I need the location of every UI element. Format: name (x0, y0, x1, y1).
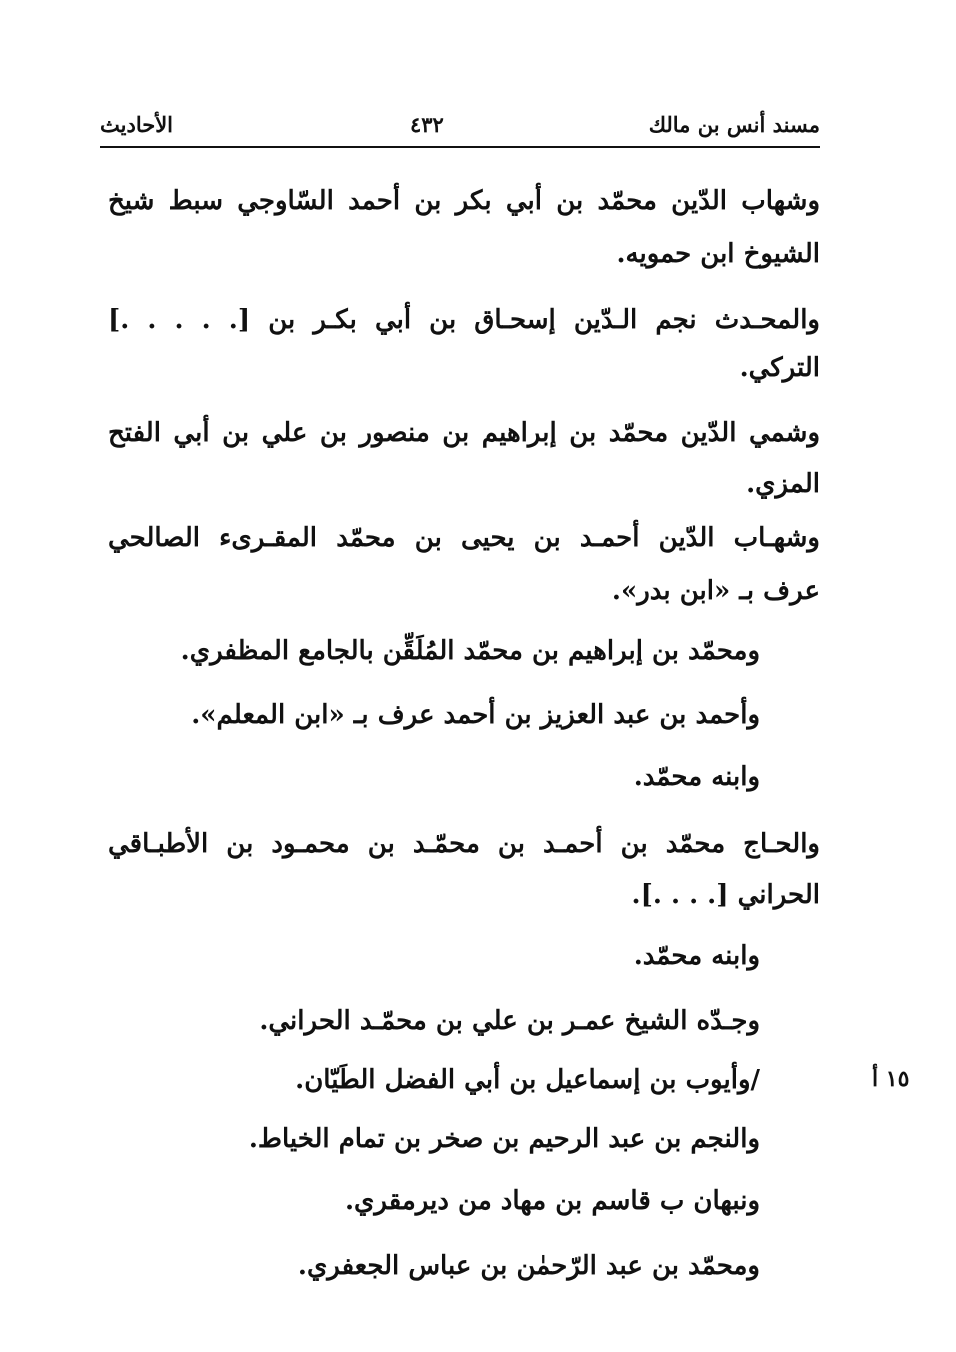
text-line: وجـدّه الشيخ عمـر بن علي بن محمّـد الحراني. (259, 1006, 760, 1036)
text-line: ومحمّد بن إبراهيم بن محمّد المُلَقِّن بالجامع المظفري. (180, 636, 760, 666)
margin-folio-note: ١٥ أ (872, 1066, 910, 1092)
text-line: والحـاج محمّد بن أحمـد بن محمّـد بن محمـود بن الأطبـاقي (108, 829, 820, 859)
header-book-title: مسند أنس بن مالك (648, 112, 820, 137)
text-line: وشهاب الدّين محمّد بن أبي بكر بن أحمد السّاوجي سبط شيخ (108, 186, 820, 216)
text-line: /وأيوب بن إسماعيل بن أبي الفضل الطَيّان. (295, 1065, 760, 1095)
text-line: الشيوخ ابن حمويه. (616, 239, 820, 269)
text-line: والنجم بن عبد الرحيم بن صخر بن تمام الخياط. (248, 1124, 760, 1154)
text-line: التركي. (739, 353, 820, 383)
header-section-title: الأحاديث (100, 112, 174, 137)
text-line: وشمي الدّين محمّد بن إبراهيم بن منصور بن علي بن أبي الفتح (108, 418, 820, 448)
text-line: ومحمّد بن عبد الرّحمٰن بن عباس الجعفري. (297, 1251, 760, 1281)
header-rule (100, 146, 820, 148)
text-line: وابنه محمّد. (633, 762, 760, 792)
text-line: وشهـاب الدّين أحمـد بن يحيى بن محمّد المقـرىء الصالحي (108, 523, 820, 553)
header-page-number: ٤٣٢ (410, 112, 444, 137)
text-line: المزي. (746, 469, 820, 499)
text-line: ونبهان ب قاسم بن مهاد من ديرمقري. (344, 1186, 760, 1216)
text-line: عرف بـ «ابن بدر». (611, 576, 820, 606)
text-line: والمحـدث نجم الـدّين إسحـاق بن أبي بكـر بن [. . . . .] (108, 305, 820, 335)
text-line: وابنه محمّد. (633, 941, 760, 971)
text-line: الحراني [. . . .]. (631, 880, 820, 910)
text-line: وأحمد بن عبد العزيز بن أحمد عرف بـ «ابن المعلم». (191, 700, 760, 730)
